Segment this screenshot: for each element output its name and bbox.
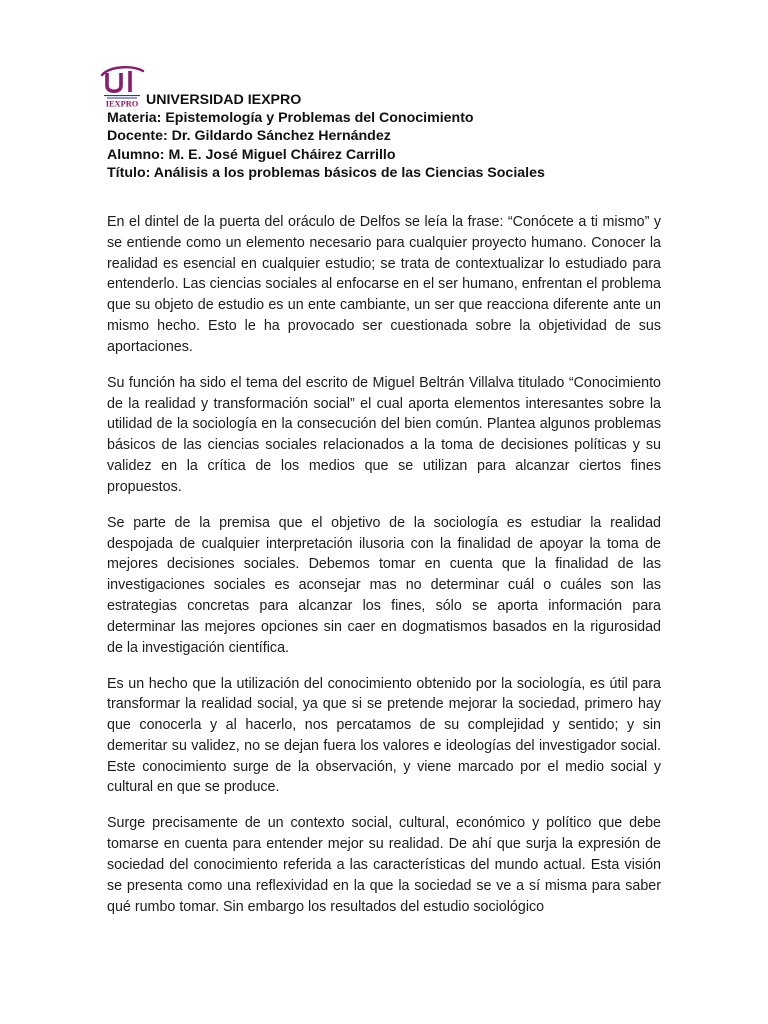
body-paragraph-3: Se parte de la premisa que el objetivo de la sociología es estudiar la realidad despojada de cualquier interpretación ilusoria con la finalidad de apoyar la toma de mejores decisiones sociales. Debemos tomar en cuenta que la finalidad de las investigaciones sociales es aconsejar mas no determinar cuál o cuáles son las estrategias concretas para alcanzar los fines, sólo se aporta información para determinar las mejores opciones sin caer en dogmatismos basados en la rigurosidad de la investigación científica.: [107, 514, 661, 656]
title-line: Título: Análisis a los problemas básicos de las Ciencias Sociales: [107, 164, 545, 181]
teacher-line: Docente: Dr. Gildardo Sánchez Hernández: [107, 128, 391, 145]
body-paragraph-4: Es un hecho que la utilización del conocimiento obtenido por la sociología, es útil para transformar la realidad social, ya que si se pretende mejorar la sociedad, primero hay que conocerla y al hacerlo, nos percatamos de su complejidad y sentido; y sin demeritar su validez, no se dejan fuera los valores e ideologías del investigador social. Este conocimiento surge de la observación, y viene marcado por el medio social y cultural en que se produce.: [107, 675, 661, 796]
university-name: UNIVERSIDAD IEXPRO: [146, 92, 302, 108]
document-header: [107, 91, 667, 182]
body-paragraph-1: En el dintel de la puerta del oráculo de Delfos se leía la frase: “Conócete a ti mismo” y se entiende como un elemento necesario para cualquier proyecto humano. Conocer la realidad es esencial en cualquier estudio; se trata de contextualizar lo estudiado para entenderlo. Las ciencias sociales al enfocarse en el ser humano, enfrentan el problema que su objeto de estudio es un ente cambiante, un ser que reacciona diferente ante un mismo hecho. Esto le ha provocado ser cuestionada sobre la objetividad de sus aportaciones.: [107, 214, 661, 355]
body-paragraph-5: Surge precisamente de un contexto social, cultural, económico y político que debe tomarse en cuenta para entender mejor su realidad. De ahí que surja la expresión de sociedad del conocimiento referida a las características del mundo actual. Esta visión se presenta como una reflexividad en la que la sociedad se ve a sí misma para saber qué rumbo tomar. Sin embargo los resultados del estudio sociológico: [107, 815, 661, 915]
student-line: Alumno: M. E. José Miguel Cháirez Carrillo: [107, 146, 396, 163]
document-body: [107, 212, 661, 917]
subject-line: Materia: Epistemología y Problemas del Conocimiento: [107, 110, 474, 127]
logo-caption: IEXPRO: [105, 99, 139, 108]
body-paragraph-2: Su función ha sido el tema del escrito de Miguel Beltrán Villalva titulado “Conocimiento de la realidad y transformación social” el cual aporta elementos interesantes sobre la utilidad de la sociología en la consecución del bien común. Plantea algunos problemas básicos de las ciencias sociales relacionados a la toma de decisiones políticas y su validez en la crítica de los medios que se utilizan para alcanzar ciertos fines propuestos.: [107, 374, 661, 495]
